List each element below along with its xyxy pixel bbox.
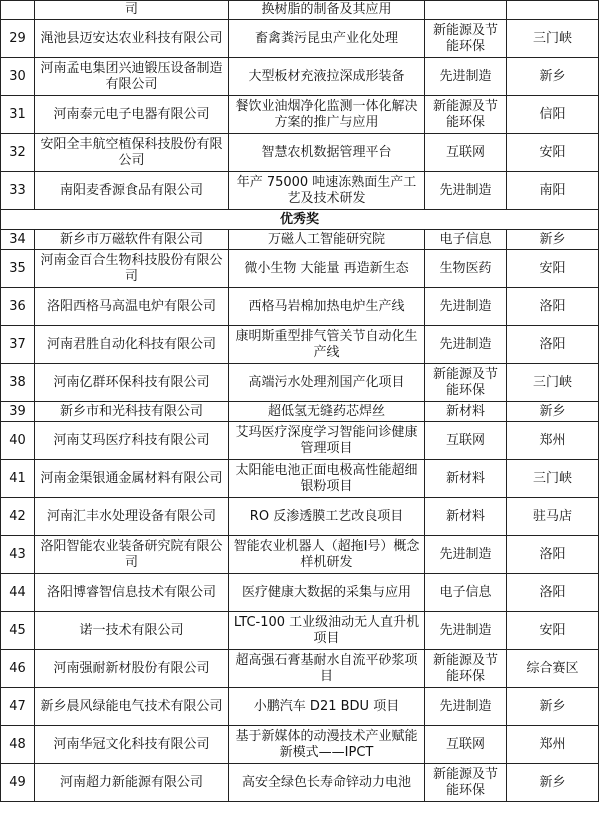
cell-city: 信阳 xyxy=(507,96,599,134)
cell-field: 新材料 xyxy=(425,402,507,422)
table-row xyxy=(1,612,599,650)
cell-no: 29 xyxy=(1,20,35,58)
cell-no: 36 xyxy=(1,288,35,326)
cell-field: 新材料 xyxy=(425,498,507,536)
cell-project: 万磁人工智能研究院 xyxy=(229,230,425,250)
cell-project: 太阳能电池正面电极高性能超细银粉项目 xyxy=(229,460,425,498)
cell-field: 先进制造 xyxy=(425,58,507,96)
cell-no: 34 xyxy=(1,230,35,250)
cell-project: 微小生物 大能量 再造新生态 xyxy=(229,250,425,288)
cell-no: 45 xyxy=(1,612,35,650)
cell-city: 新乡 xyxy=(507,402,599,422)
cell-no: 37 xyxy=(1,326,35,364)
table-row xyxy=(1,230,599,250)
cell-company: 河南君胜自动化科技有限公司 xyxy=(35,326,229,364)
cell-city: 三门峡 xyxy=(507,20,599,58)
cell-field: 新能源及节能环保 xyxy=(425,20,507,58)
cell-project: 换树脂的制备及其应用 xyxy=(229,1,425,20)
cell-field: 先进制造 xyxy=(425,536,507,574)
table-row xyxy=(1,172,599,210)
cell-city: 综合赛区 xyxy=(507,650,599,688)
table-row xyxy=(1,20,599,58)
cell-no: 47 xyxy=(1,688,35,726)
cell-project: 康明斯重型排气管关节自动化生产线 xyxy=(229,326,425,364)
cell-no: 49 xyxy=(1,764,35,802)
cell-field: 生物医药 xyxy=(425,250,507,288)
cell-field: 新能源及节能环保 xyxy=(425,96,507,134)
cell-no: 40 xyxy=(1,422,35,460)
table-row xyxy=(1,764,599,802)
cell-field: 先进制造 xyxy=(425,688,507,726)
cell-project: 超高强石膏基耐水自流平砂浆项目 xyxy=(229,650,425,688)
cell-city: 洛阳 xyxy=(507,288,599,326)
table-row xyxy=(1,402,599,422)
table-row xyxy=(1,96,599,134)
cell-field: 先进制造 xyxy=(425,612,507,650)
cell-project: 餐饮业油烟净化监测一体化解决方案的推广与应用 xyxy=(229,96,425,134)
cell-company: 渑池县迈安达农业科技有限公司 xyxy=(35,20,229,58)
cell-field: 新材料 xyxy=(425,460,507,498)
cell-company: 河南孟电集团兴迪锻压设备制造有限公司 xyxy=(35,58,229,96)
cell-city: 新乡 xyxy=(507,688,599,726)
table-row xyxy=(1,134,599,172)
cell-project: 大型板材充液拉深成形装备 xyxy=(229,58,425,96)
section-row xyxy=(1,210,599,230)
cell-no: 35 xyxy=(1,250,35,288)
cell-no: 39 xyxy=(1,402,35,422)
table-row xyxy=(1,574,599,612)
table-row xyxy=(1,650,599,688)
section-title: 优秀奖 xyxy=(1,210,599,230)
cell-field: 电子信息 xyxy=(425,574,507,612)
cell-field xyxy=(425,1,507,20)
cell-city: 郑州 xyxy=(507,422,599,460)
cell-company: 河南汇丰水处理设备有限公司 xyxy=(35,498,229,536)
cell-company: 洛阳博睿智信息技术有限公司 xyxy=(35,574,229,612)
cell-company: 司 xyxy=(35,1,229,20)
cell-company: 洛阳西格马高温电炉有限公司 xyxy=(35,288,229,326)
cell-city: 安阳 xyxy=(507,134,599,172)
cell-field: 先进制造 xyxy=(425,326,507,364)
cell-no: 42 xyxy=(1,498,35,536)
cell-project: 智能农业机器人（超拖Ⅰ号）概念样机研发 xyxy=(229,536,425,574)
table-row xyxy=(1,726,599,764)
cell-company: 新乡市和光科技有限公司 xyxy=(35,402,229,422)
cell-company: 安阳全丰航空植保科技股份有限公司 xyxy=(35,134,229,172)
cell-project: 基于新媒体的动漫技术产业赋能新模式——IPCT xyxy=(229,726,425,764)
cell-city: 安阳 xyxy=(507,612,599,650)
cell-company: 河南金渠银通金属材料有限公司 xyxy=(35,460,229,498)
cell-project: RO 反渗透膜工艺改良项目 xyxy=(229,498,425,536)
cell-city: 新乡 xyxy=(507,764,599,802)
table-row xyxy=(1,498,599,536)
cell-project: LTC-100 工业级油动无人直升机项目 xyxy=(229,612,425,650)
cell-project: 高端污水处理剂国产化项目 xyxy=(229,364,425,402)
cell-company: 南阳麦香源食品有限公司 xyxy=(35,172,229,210)
cell-company: 新乡晨风绿能电气技术有限公司 xyxy=(35,688,229,726)
cell-field: 互联网 xyxy=(425,134,507,172)
cell-field: 新能源及节能环保 xyxy=(425,650,507,688)
cell-field: 先进制造 xyxy=(425,172,507,210)
cell-city: 洛阳 xyxy=(507,326,599,364)
cell-no: 31 xyxy=(1,96,35,134)
cell-field: 电子信息 xyxy=(425,230,507,250)
cell-no: 38 xyxy=(1,364,35,402)
table-row xyxy=(1,326,599,364)
cell-field: 互联网 xyxy=(425,726,507,764)
cell-city: 洛阳 xyxy=(507,574,599,612)
table-row xyxy=(1,460,599,498)
cell-no xyxy=(1,1,35,20)
cell-no: 48 xyxy=(1,726,35,764)
cell-city: 新乡 xyxy=(507,230,599,250)
cell-city xyxy=(507,1,599,20)
cell-company: 洛阳智能农业装备研究院有限公司 xyxy=(35,536,229,574)
cell-company: 河南超力新能源有限公司 xyxy=(35,764,229,802)
cell-company: 河南艾玛医疗科技有限公司 xyxy=(35,422,229,460)
cell-project: 西格马岩棉加热电炉生产线 xyxy=(229,288,425,326)
cell-project: 小鹏汽车 D21 BDU 项目 xyxy=(229,688,425,726)
cell-city: 洛阳 xyxy=(507,536,599,574)
cell-company: 河南亿群环保科技有限公司 xyxy=(35,364,229,402)
cell-field: 新能源及节能环保 xyxy=(425,364,507,402)
cell-city: 安阳 xyxy=(507,250,599,288)
cell-project: 年产 75000 吨速冻熟面生产工艺及技术研发 xyxy=(229,172,425,210)
table-row xyxy=(1,250,599,288)
cell-city: 郑州 xyxy=(507,726,599,764)
cell-project: 超低氢无缝药芯焊丝 xyxy=(229,402,425,422)
cell-field: 新能源及节能环保 xyxy=(425,764,507,802)
cell-project: 高安全绿色长寿命锌动力电池 xyxy=(229,764,425,802)
table-row xyxy=(1,288,599,326)
cell-field: 互联网 xyxy=(425,422,507,460)
table-row xyxy=(1,58,599,96)
cell-company: 河南金百合生物科技股份有限公司 xyxy=(35,250,229,288)
cell-no: 32 xyxy=(1,134,35,172)
cell-no: 46 xyxy=(1,650,35,688)
cell-company: 新乡市万磁软件有限公司 xyxy=(35,230,229,250)
table-row xyxy=(1,364,599,402)
table-row xyxy=(1,688,599,726)
cell-no: 33 xyxy=(1,172,35,210)
cell-no: 43 xyxy=(1,536,35,574)
cell-project: 畜禽粪污昆虫产业化处理 xyxy=(229,20,425,58)
cell-no: 44 xyxy=(1,574,35,612)
cell-city: 三门峡 xyxy=(507,460,599,498)
cell-company: 河南泰元电子电器有限公司 xyxy=(35,96,229,134)
cell-company: 河南强耐新材股份有限公司 xyxy=(35,650,229,688)
cell-field: 先进制造 xyxy=(425,288,507,326)
cell-no: 30 xyxy=(1,58,35,96)
cell-project: 医疗健康大数据的采集与应用 xyxy=(229,574,425,612)
cell-city: 新乡 xyxy=(507,58,599,96)
cell-company: 河南华冠文化科技有限公司 xyxy=(35,726,229,764)
table-row xyxy=(1,422,599,460)
cell-company: 诺一技术有限公司 xyxy=(35,612,229,650)
cell-no: 41 xyxy=(1,460,35,498)
cell-city: 南阳 xyxy=(507,172,599,210)
cell-city: 三门峡 xyxy=(507,364,599,402)
cell-project: 智慧农机数据管理平台 xyxy=(229,134,425,172)
cell-project: 艾玛医疗深度学习智能问诊健康管理项目 xyxy=(229,422,425,460)
table-row xyxy=(1,1,599,20)
cell-city: 驻马店 xyxy=(507,498,599,536)
table-row xyxy=(1,536,599,574)
